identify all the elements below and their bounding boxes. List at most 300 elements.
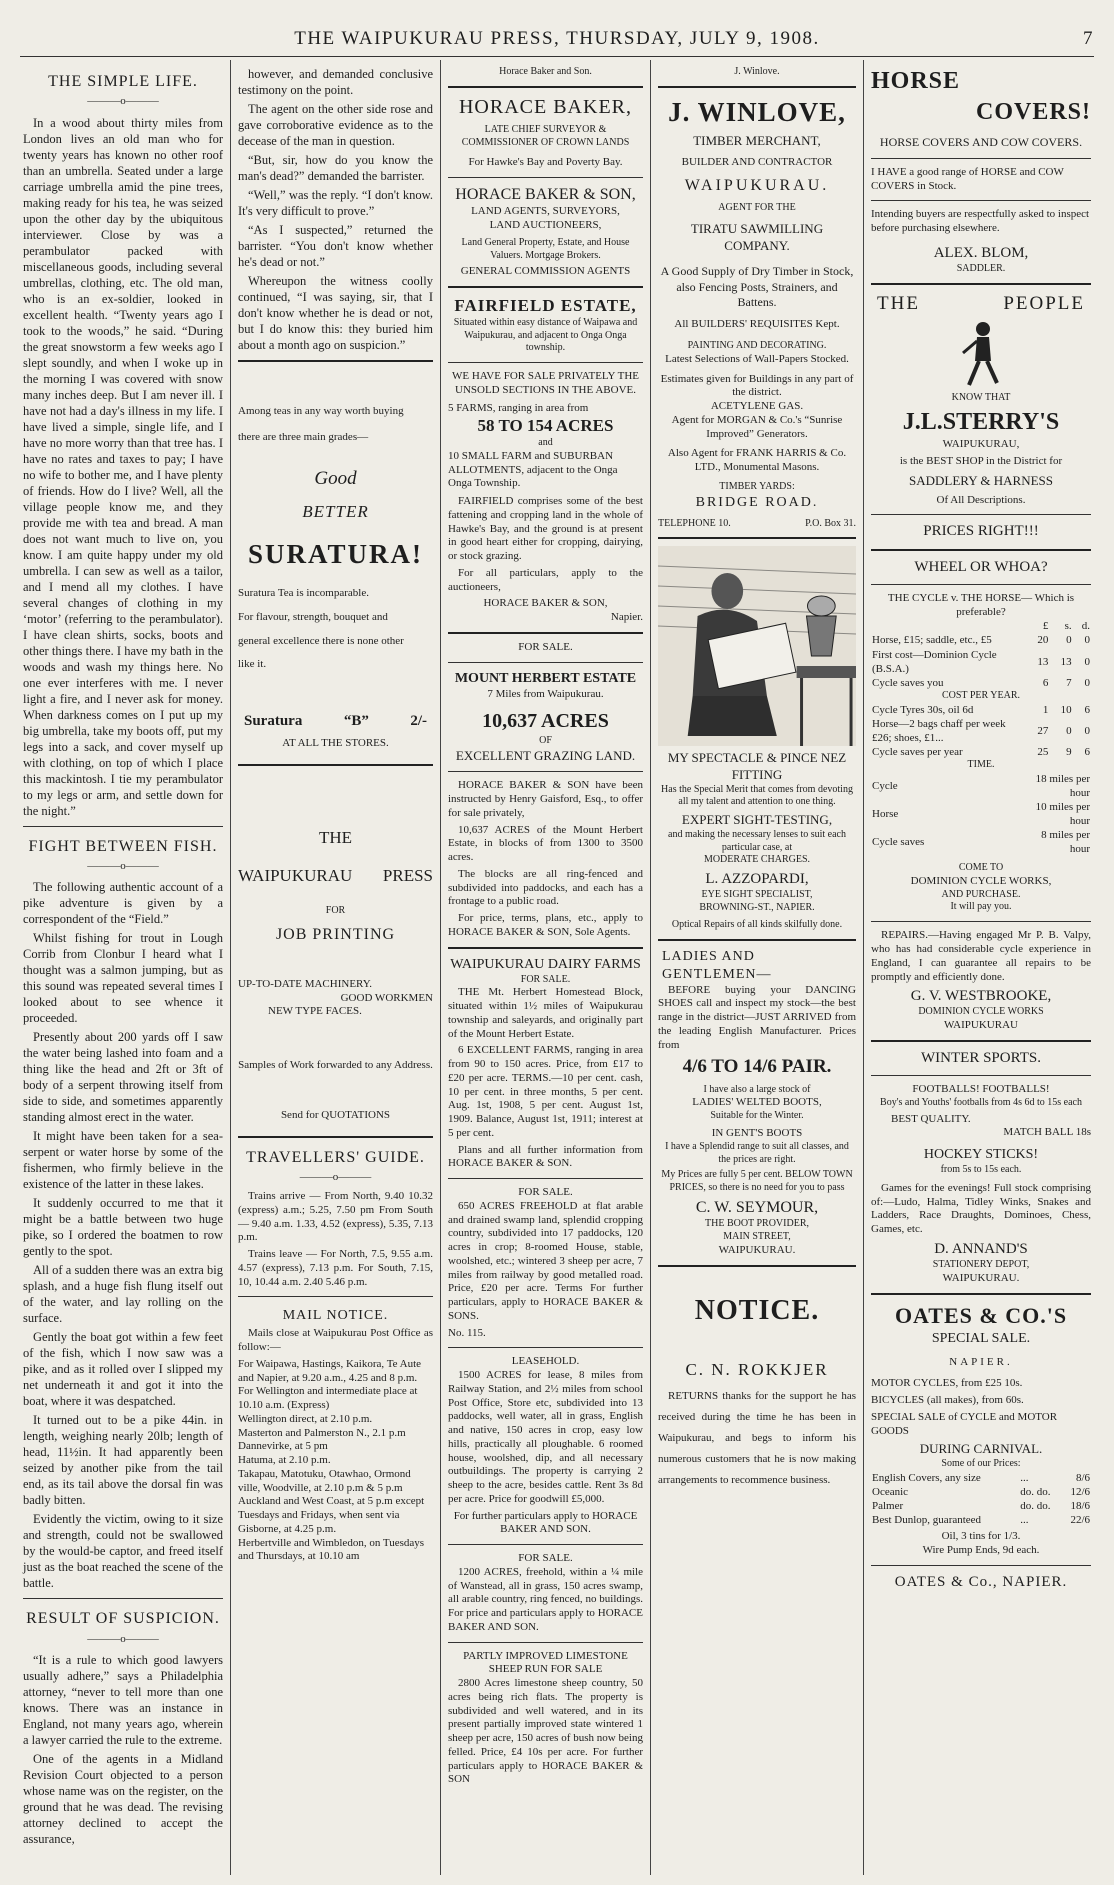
divider (448, 86, 643, 88)
table-cell: 18 miles per hour (1035, 772, 1090, 799)
mail-line: Auckland and West Coast, at 5 p.m except Tuesdays and Fridays, when sent via Gisborne, at 4.25 p.m. (238, 1495, 425, 1535)
divider (448, 286, 643, 288)
divider (871, 584, 1091, 585)
sale-2800-heading: PARTLY IMPROVED LIMESTONE SHEEP RUN FOR SALE (463, 1649, 628, 1676)
divider (871, 283, 1091, 285)
man-reading-illustration (658, 546, 856, 746)
table-cell: 13 (1060, 655, 1072, 668)
article-title-fight-between-fish: FIGHT BETWEEN FISH. (28, 837, 218, 855)
tea-brand: SURATURA! (247, 538, 423, 569)
column-4 (650, 60, 863, 1875)
fairfield-sub: Situated within easy distance of Waipawa and Waipukurau, and adjacent to Onga Onga township. (453, 316, 638, 354)
table-cell: 0 (1066, 634, 1072, 647)
tea-grade-better: BETTER (302, 501, 369, 521)
sterry-line: WAIPUKURAU, (942, 437, 1020, 450)
fairfield-by: HORACE BAKER & SON, (483, 597, 608, 610)
horse-covers-line: Intending buyers are respectfully asked to inspect before purchasing elsewhere. (871, 208, 1090, 235)
press-line: GOOD WORKMEN (340, 991, 433, 1004)
mail-line: Masterton and Palmerston N., 2.1 p.m (238, 1426, 406, 1439)
winter-line: HOCKEY STICKS! (923, 1147, 1039, 1163)
annand-name: D. ANNAND'S (934, 1240, 1028, 1257)
annand-line: STATIONERY DEPOT, (932, 1259, 1030, 1271)
table-row (871, 648, 1091, 676)
horace-baker-son-name: HORACE BAKER & SON, (455, 185, 636, 203)
table-cell: ... (1020, 1471, 1029, 1484)
fairfield-apply: For all particulars, apply to the auctioneers, (448, 566, 643, 593)
press-name-1: WAIPUKURAU (238, 865, 353, 885)
table-cell: First cost—Dominion Cycle (B.S.A.) (872, 648, 997, 675)
westbrooke-line: DOMINION CYCLE WORKS (918, 1006, 1044, 1018)
sale-2800: 2800 Acres limestone sheep country, 50 acres being rich flats. The property is subdivided and well watered, and in its present partially improved state wintered 1 sheep per acre, 150 acres of bush now being felled. Price, £4 10s per acre. For further particulars apply to HORACE BAKER & SON (448, 1677, 643, 1786)
seymour-line: MAIN STREET, (723, 1231, 791, 1243)
mail-line: For Wellington and intermediate place at 10.10 a.m. (Express) (238, 1385, 418, 1412)
table-row (871, 828, 1091, 856)
article-paragraph: Presently about 200 yards off I saw the water being lashed into foam and a thing like the head and 2ft or 3ft of body of a serpent throwing itself from side to side, and sometimes apparently standing almost erect in the water. (23, 1030, 223, 1125)
article-paragraph: Whereupon the witness coolly continued, “I was saying, sir, that I don't know whether he is dead or not, but I do know this: they buried him about a month ago on suspicion.” (238, 274, 433, 352)
table-cell: 0 (1084, 724, 1090, 737)
horse-covers-title-1: HORSE (871, 68, 961, 94)
article-paragraph: Gently the boat got within a few feet of the fish, which I now saw was a pike, and as it rolled over I slipped my net underneath it and got it into the boat, where it was despatched. (23, 1330, 223, 1409)
seymour-line: LADIES' WELTED BOOTS, (692, 1096, 822, 1109)
table-row (871, 1471, 1091, 1485)
suratura-ad (238, 369, 433, 757)
press-send: Send for QUOTATIONS (280, 1108, 391, 1121)
table-cell: 12/6 (1070, 1485, 1090, 1498)
azzopardi-line: EXPERT SIGHT-TESTING, (681, 812, 833, 828)
divider (238, 1136, 433, 1138)
horace-baker-title: LATE CHIEF SURVEYOR & COMMISSIONER OF CROWN LANDS (461, 124, 630, 149)
blom-name: ALEX. BLOM, (933, 244, 1029, 261)
table-cell: 0 (1084, 655, 1090, 668)
winlove-line: PAINTING AND DECORATING. (687, 340, 827, 352)
table-cell: Cycle saves (872, 836, 925, 848)
seymour-line: WAIPUKURAU. (718, 1244, 796, 1257)
tea-price: 2/- (410, 713, 427, 730)
winlove-line: BUILDER AND CONTRACTOR (681, 155, 833, 168)
oates-line: DURING CARNIVAL. (919, 1441, 1043, 1457)
mh-apply: For price, terms, plans, etc., apply to HORACE BAKER & SON, Sole Agents. (448, 912, 643, 938)
train-arrivals: Trains arrive — From North, 9.40 10.32 (express) a.m.; 5.25, 7.50 pm From South — 9.40 a.m. 1.33, 4.52 (express), 5.35, 7.13 p.m. (238, 1190, 433, 1244)
wheel-repairs: REPAIRS.—Having engaged Mr P. B. Valpy, who has had considerable cycle experience in England, I can guarantee all repairs to be promptly and efficiently done. (871, 929, 1091, 983)
table-row (871, 745, 1091, 759)
column-5 (863, 60, 1098, 1875)
table-row (871, 772, 1091, 800)
table-cell: do. do. (1020, 1485, 1051, 1498)
winter-sports-title: WINTER SPORTS. (921, 1050, 1041, 1066)
winlove-line: All BUILDERS' REQUISITES Kept. (674, 318, 840, 331)
westbrooke-line: WAIPUKURAU (944, 1019, 1018, 1032)
table-subheader-row (871, 690, 1091, 703)
divider (871, 1565, 1091, 1566)
sale-1200-heading: FOR SALE. (518, 1552, 573, 1565)
article-paragraph: One of the agents in a Midland Revision Court objected to a person whose name was on the register, on the ground that he was dead. The revising attorney declined to accept the assurance, (23, 1751, 223, 1846)
winlove-line: Agent for MORGAN & Co.'s “Sunrise Improved” Generators. (671, 413, 843, 440)
sterry-line: Of All Descriptions. (936, 493, 1026, 506)
fairfield-para: FAIRFIELD comprises some of the best fattening and cropping land in the whole of Hawke's Bay, and the ground is at present in good heart either for cropping, dairying, or stock grazing. (448, 495, 643, 563)
table-row (871, 633, 1091, 647)
dairy-forsale: FOR SALE. (520, 973, 571, 985)
table-cell: 27 (1037, 724, 1049, 737)
table-header-cell: s. (1064, 620, 1072, 633)
seymour-prices: 4/6 TO 14/6 PAIR. (682, 1056, 832, 1078)
fairfield-sale: WE HAVE FOR SALE PRIVATELY THE UNSOLD SECTIONS IN THE ABOVE. (451, 370, 640, 396)
table-cell: 13 (1037, 655, 1049, 668)
oates-sub: SPECIAL SALE. (931, 1330, 1031, 1346)
seymour-name: C. W. SEYMOUR, (695, 1198, 819, 1216)
tea-grade-good: Good (314, 467, 357, 489)
oates-line: Oil, 3 tins for 1/3. (941, 1530, 1021, 1543)
fairfield-range: 58 TO 154 ACRES (477, 416, 614, 436)
notice-title: NOTICE. (694, 1294, 820, 1326)
wheel-or-whoa-title: WHEEL OR WHOA? (914, 558, 1048, 575)
azzopardi-line: MODERATE CHARGES. (703, 854, 811, 866)
table-row (871, 1499, 1091, 1513)
article-paragraph: “As I suspected,” returned the barrister. “You don't know whether he's dead or not.” (238, 223, 433, 269)
divider (238, 1296, 433, 1297)
tea-intro-2: there are three main grades— (238, 430, 369, 443)
table-row (871, 1513, 1091, 1527)
divider (448, 362, 643, 363)
mail-intro: Mails close at Waipukurau Post Office as follow:— (238, 1327, 433, 1354)
seymour-line: I have also a large stock of (703, 1083, 811, 1095)
fairfield-farms: 5 FARMS, ranging in area from (448, 401, 589, 414)
article-paragraph: “It is a rule to which good lawyers usually adhere,” says a Philadelphia attorney, “never to tell more than one knows. There was an instance in England, not many years ago, wherein a lawyer carried the rule to the extreme. (23, 1652, 223, 1747)
tea-line: like it. (238, 658, 267, 671)
table-cell: Horse, £15; saddle, etc., £5 (872, 634, 992, 647)
table-header-cell: d. (1081, 620, 1090, 633)
seymour-line: I have a Splendid range to suit all classes, and the prices are right. (665, 1140, 849, 1165)
table-cell: Cycle saves you (872, 676, 944, 689)
fairfield-title: FAIRFIELD ESTATE, (454, 296, 637, 316)
table-cell: 9 (1066, 745, 1072, 758)
article-paragraph: It turned out to be a pike 44in. in length, weighing nearly 20lb; length of head, 11½in. It had apparently been seized by another pike from the tail end, as its tail above the dorsal fin was badly bitten. (23, 1413, 223, 1508)
westbrooke-name: G. V. WESTBROOKE, (910, 988, 1052, 1005)
mail-line: Takapau, Matotuku, Otawhao, Ormond ville, Woodville, at 2.10 p.m & 5 p.m (238, 1467, 411, 1494)
masthead-title: THE WAIPUKURAU PRESS, THURSDAY, JULY 9, 1908. (294, 28, 820, 49)
winlove-line: A Good Supply of Dry Timber in Stock, also Fencing Posts, Strainers, and Battens. (660, 264, 854, 309)
winlove-line: BRIDGE ROAD. (695, 494, 819, 510)
mail-line: Wellington direct, at 2.10 p.m. (238, 1412, 373, 1425)
table-cell: do. do. (1020, 1500, 1051, 1513)
sterry-name: J.L.STERRY'S (902, 408, 1060, 435)
article-paragraph: The following authentic account of a pike adventure is given by a correspondent of the “Field.” (23, 880, 223, 927)
tea-price-row (238, 712, 433, 731)
article-paragraph: The agent on the other side rose and gave corroborative evidence as to the decease of the man in question. (238, 102, 433, 148)
man-reading-icon (658, 546, 856, 746)
winlove-line: Estimates given for Buildings in any part of the district. (660, 372, 854, 399)
column-tag: Horace Baker and Son. (499, 66, 592, 77)
lease-1500: 1500 ACRES for lease, 8 miles from Railway Station, and 2½ miles from school Post Office, Store etc, subdivided into 13 paddocks, well water, all in grass, English and native, 150 acres in crop, easy low hills, practically all ploughable. 6 roomed house, woolshed, dip, and all necessary outbuildings. The property is carrying 2 sheep to the acre, besides cattle. Rent 3s 8d per acre. Price for goodwill £5,000. (448, 1369, 643, 1505)
article-paragraph: It might have been taken for a sea-serpent or water horse by some of the fishermen, who firmly believe in the existence of the latter in these lakes. (23, 1129, 223, 1192)
dairy-apply: Plans and all further information from HORACE BAKER & SON. (448, 1143, 643, 1170)
table-cell: Best Dunlop, guaranteed (872, 1514, 982, 1527)
tea-line: Suratura Tea is incomparable. (238, 587, 369, 600)
divider (871, 1040, 1091, 1042)
ornament: ———o——— (87, 860, 159, 873)
divider (448, 177, 643, 178)
sterry-the: THE (877, 292, 920, 314)
table-row (871, 703, 1091, 717)
dairy-para: THE Mt. Herbert Homestead Block, situated within 1½ miles of Waipukurau township and saleyards, and originally part of the Mount Herbert Estate. (448, 986, 643, 1040)
winter-line: Games for the evenings! Full stock comprising of:—Ludo, Halma, Tidley Winks, Snakes and Ladders, Race Draughts, Dominoes, Chess, Games, etc. (871, 1181, 1091, 1236)
table-cell: 1 (1042, 703, 1049, 716)
oates-title: OATES & CO.'S (894, 1302, 1068, 1328)
table-cell: Cycle Tyres 30s, oil 6d (872, 703, 974, 716)
divider (871, 921, 1091, 922)
table-row (871, 1485, 1091, 1499)
table-row (871, 717, 1091, 745)
oates-line: BICYCLES (all makes), from 60s. (871, 1394, 1024, 1407)
cycle-cost-table (871, 619, 1091, 856)
mh-forsale: FOR SALE. (518, 640, 573, 653)
mail-line: Herbertville and Wimbledon, on Tuesdays and Thursdays, at 10.10 am (238, 1536, 425, 1563)
winlove-line: TIRATU SAWMILLING COMPANY. (690, 220, 824, 253)
seymour-line: My Prices are fully 5 per cent. BELOW TOWN PRICES, so there is no need for you to pass (661, 1169, 853, 1194)
divider (448, 1544, 643, 1545)
table-cell: ... (1020, 1514, 1029, 1527)
winter-line: BEST QUALITY. (891, 1112, 971, 1125)
walking-man-illustration (871, 319, 1091, 389)
table-cell: English Covers, any size (872, 1471, 981, 1484)
ornament: ———o——— (87, 1632, 159, 1645)
table-cell: 6 (1084, 703, 1090, 716)
sale-650-no: No. 115. (448, 1326, 486, 1339)
winlove-line: ACETYLENE GAS. (710, 400, 804, 413)
winlove-line: Also Agent for FRANK HARRIS & Co. LTD., Monumental Masons. (667, 447, 847, 474)
divider (448, 662, 643, 663)
winter-line: FOOTBALLS! FOOTBALLS! (912, 1083, 1050, 1096)
press-job-printing: JOB PRINTING (275, 926, 396, 944)
winter-line: Boy's and Youths' footballs from 4s 6d to 15s each (880, 1096, 1082, 1108)
azzopardi-headline: MY SPECTACLE & PINCE NEZ FITTING (667, 750, 847, 782)
table-cell: 6 (1042, 676, 1049, 689)
tea-stores: AT ALL THE STORES. (282, 737, 389, 750)
divider (871, 1075, 1091, 1076)
horace-baker-region: For Hawke's Bay and Poverty Bay. (468, 155, 623, 168)
winlove-line: AGENT FOR THE (718, 202, 796, 214)
mh-para: The blocks are all ring-fenced and subdivided into paddocks, and each has a frontage to a public road. (448, 867, 643, 908)
divider (448, 947, 643, 949)
fairfield-napier: Napier. (610, 611, 643, 624)
divider (238, 360, 433, 362)
seymour-title-1: LADIES AND (662, 948, 755, 964)
sterry-line: SADDLERY & HARNESS (909, 473, 1053, 489)
winter-line: MATCH BALL 18s (1003, 1126, 1091, 1139)
azzopardi-line: Has the Special Merit that comes from devoting all my talent and attention to one thing. (661, 783, 853, 808)
travellers-guide-title: TRAVELLERS' GUIDE. (246, 1148, 425, 1166)
press-for: FOR (325, 904, 346, 916)
mh-miles: 7 Miles from Waipukurau. (487, 687, 604, 700)
fairfield-small: 10 SMALL FARM and SUBURBAN ALLOTMENTS, adjacent to the Onga Onga Township. (448, 449, 618, 490)
seymour-line: THE BOOT PROVIDER, (705, 1218, 809, 1230)
table-cell: 22/6 (1070, 1514, 1090, 1527)
divider (448, 771, 643, 772)
mh-land: EXCELLENT GRAZING LAND. (455, 747, 636, 763)
oates-line: SPECIAL SALE of CYCLE and MOTOR GOODS (871, 1410, 1058, 1437)
mail-notice-title: MAIL NOTICE. (282, 1308, 389, 1324)
article-paragraph: Whilst fishing for trout in Lough Corrib from Clonbur I heard what I thought was a salmon jumping, but as this sound was repeated several times I looked about to see whence it proceeded. (23, 931, 223, 1026)
table-row (871, 800, 1091, 828)
hbs-line: LAND AGENTS, SURVEYORS, (471, 205, 620, 218)
walking-man-icon (951, 319, 1011, 389)
horse-covers-line: I HAVE a good range of HORSE and COW COVERS in Stock. (871, 165, 1064, 192)
mh-of: OF (539, 734, 552, 746)
tea-line: For flavour, strength, bouquet and (238, 610, 388, 623)
mh-para: HORACE BAKER & SON have been instructed by Henry Gaisford, Esq., to offer for sale privately, (448, 779, 643, 819)
seymour-line: Suitable for the Winter. (710, 1110, 804, 1122)
azzopardi-line: BROWNING-ST., NAPIER. (699, 902, 815, 914)
horse-covers-line: HORSE COVERS AND COW COVERS. (879, 135, 1083, 150)
tea-intro-1: Among teas in any way worth buying (238, 405, 404, 417)
table-cell: 8/6 (1075, 1471, 1090, 1484)
hbs-line: LAND AUCTIONEERS, (489, 218, 602, 231)
article-title-simple-life: THE SIMPLE LIFE. (48, 73, 198, 90)
azzopardi-line: and making the necessary lenses to suit each particular case, at (668, 828, 846, 853)
press-name-row (238, 865, 433, 887)
press-ad (238, 773, 433, 1129)
divider (871, 200, 1091, 201)
article-paragraph: It suddenly occurred to me that it might be a battle between two huge pike, so I ordered the boatmen to row gently to the spot. (23, 1196, 223, 1259)
table-cell: 0 (1084, 634, 1090, 647)
mail-line: Hatuma, at 2.10 p.m. (238, 1454, 331, 1467)
wheel-works: DOMINION CYCLE WORKS, (910, 874, 1052, 887)
winlove-line: TIMBER MERCHANT, (693, 133, 821, 149)
winlove-contact-row (658, 518, 856, 531)
sale-650-heading: FOR SALE. (518, 1186, 573, 1199)
azzopardi-line: Optical Repairs of all kinds skilfully done. (671, 919, 843, 930)
table-cell: 20 (1037, 634, 1049, 647)
table-cell: 0 (1066, 724, 1072, 737)
table-cell: 10 (1060, 703, 1072, 716)
oates-price-table (871, 1471, 1091, 1527)
winlove-name: J. WINLOVE, (668, 96, 846, 127)
article-paragraph: “But, sir, how do you know the man's dead?” demanded the barrister. (238, 153, 433, 183)
table-row (871, 676, 1091, 690)
divider (871, 514, 1091, 515)
masthead (20, 22, 1094, 57)
divider (658, 1265, 856, 1267)
oates-napier: NAPIER. (949, 1355, 1013, 1368)
seymour-title-2: GENTLEMEN— (662, 966, 772, 982)
table-cell: Cycle saves per year (872, 745, 963, 758)
table-subheader: TIME. (967, 758, 995, 770)
seymour-line: IN GENT'S BOOTS (711, 1127, 803, 1140)
winlove-telephone: TELEPHONE 10. (658, 517, 731, 529)
divider (448, 1347, 643, 1348)
press-the: THE (318, 828, 353, 848)
table-subheader: COST PER YEAR. (941, 689, 1021, 701)
divider (448, 1178, 643, 1179)
tea-price-grade: “B” (343, 713, 369, 730)
train-departures: Trains leave — For North, 7.5, 9.55 a.m. 4.57 (express), 7.13 p.m. For South, 7.15, 10, 10.44 a.m. 2.40 5.46 p.m. (238, 1248, 433, 1288)
oates-footer: OATES & Co., NAPIER. (894, 1573, 1068, 1590)
winlove-line: WAIPUKURAU. (684, 176, 830, 194)
table-cell: 7 (1066, 676, 1072, 689)
rokkjer-name: C. N. ROKKJER (685, 1359, 829, 1379)
table-header-cell: £ (1042, 620, 1049, 633)
divider (658, 939, 856, 941)
press-line: UP-TO-DATE MACHINERY. (238, 977, 373, 990)
horace-baker-name: HORACE BAKER, (458, 95, 632, 118)
column-1 (16, 60, 230, 1875)
ornament: ———o——— (299, 1171, 372, 1184)
winlove-line: Latest Selections of Wall-Papers Stocked. (665, 352, 849, 365)
article-paragraph: In a wood about thirty miles from London lives an old man who for twenty years has known no other roof than an umbrella. Seated under a large carriage umbrella amid the pine trees, making ready for his tea, he was seized upon the other day by the ubiquitous interviewer. Close by was a perambulator packed with miscellaneous goods, including several umbrellas, clothing, etc. The old man, who is an ex-soldier, looked in excellent health. “Twenty years ago I took to the woods,” he said. “During the great snowstorm a few weeks ago I slept soundly, and when I woke up in the morning I was covered with snow many inches deep. But I am never ill. I have not had a day's illness in my life. I have lived a simple, single life, and I have no more worry than that tree has. I have no rates and taxes to pay; I have no wife to bother me, and I have plenty of friends. How do I live? Well, all the village people know me, and they provide me with tea and bread. A man does not want much to live on, you know. I am quite happy under my old umbrella. I can sew as well as a tailor, and I mend all my clothes. I have several changes of clothing in my ‘motor’ (referring to the perambulator). I have clean shirts, socks, boots and other things there. I have my bath in the woods and wash my things here. No one ever interferes with me. I never light a fire, and I never ask for money. When darkness comes on I put up my big umbrella, take my boots off, put my legs into a sack, and cover myself up with clothing, on top of which I place this mackintosh. I tie my perambulator to my legs or arm, and settle down for the night.” (23, 115, 223, 818)
sterry-people: PEOPLE (1003, 292, 1085, 314)
winter-line: from 5s to 15s each. (940, 1164, 1022, 1176)
table-header-row (871, 619, 1091, 633)
oates-line: Some of our Prices: (941, 1458, 1021, 1470)
annand-line: WAIPUKURAU. (942, 1271, 1020, 1284)
wheel-purchase: AND PURCHASE. (941, 888, 1021, 900)
table-cell: 0 (1084, 676, 1090, 689)
hbs-line: GENERAL COMMISSION AGENTS (460, 265, 631, 278)
tea-line: general excellence there is none other (238, 634, 404, 647)
seymour-para: BEFORE buying your DANCING SHOES call and inspect my stock—the best range in the district—JUST ARRIVED from the leading English Manufacturer. Prices from (658, 983, 856, 1051)
ornament: ———o——— (87, 95, 159, 108)
divider (448, 1642, 643, 1643)
wheel-pay: It will pay you. (950, 901, 1012, 913)
fairfield-and: and (538, 437, 553, 449)
article-title-result-of-suspicion: RESULT OF SUSPICION. (26, 1610, 220, 1628)
divider (871, 158, 1091, 159)
press-samples: Samples of Work forwarded to any Address. (238, 1059, 433, 1072)
table-cell: Cycle (872, 779, 898, 792)
sale-650: 650 ACRES FREEHOLD at flat arable and drained swamp land, splendid cropping country, subdivided into 17 paddocks, 120 acres in crop; 8-roomed House, stable, woolshed, etc.; wintered 3 sheep per acre, 7 miles from railway by good metalled road. Price, £20 per acre. Terms For further particulars, apply to HORACE BAKER & SONS. (448, 1199, 643, 1322)
sterry-title-row (871, 292, 1091, 316)
blom-trade: SADDLER. (956, 262, 1006, 274)
wheel-come: COME TO (958, 862, 1004, 874)
table-cell: 25 (1037, 745, 1049, 758)
divider (23, 826, 223, 827)
azzopardi-line: EYE SIGHT SPECIALIST, (701, 889, 813, 901)
divider (658, 86, 856, 88)
press-line: NEW TYPE FACES. (268, 1005, 362, 1018)
rokkjer-text: RETURNS thanks for the support he has received during the time he has been in Waipukurau, and begs to inform his numerous customers that he is now making arrangements to recommence business. (658, 1390, 856, 1486)
divider (871, 1293, 1091, 1295)
table-cell: Horse (872, 807, 899, 820)
divider (871, 549, 1091, 551)
horse-covers-title-2: COVERS! (975, 98, 1091, 125)
article-paragraph: however, and demanded conclusive testimony on the point. (238, 67, 433, 97)
dairy-farms-title: WAIPUKURAU DAIRY FARMS (450, 956, 641, 972)
article-paragraph: Evidently the victim, owing to it size and strength, could not be swallowed by the would-be captor, and freed itself just as the boat reached the scene of the battle. (23, 1512, 223, 1591)
table-cell: 18/6 (1070, 1500, 1090, 1513)
wheel-sub: THE CYCLE v. THE HORSE— Which is preferable? (887, 591, 1075, 618)
table-cell: 6 (1084, 745, 1090, 758)
dairy-farms: 6 EXCELLENT FARMS, ranging in area from 90 to 150 acres. Price, from £17 to £20 per acre. TERMS.—10 per cent. cash, 10 per cent. in three months, 5 per cent. Aug. 1st, 1908, 5 per cent. August 1st, 1909. Balance, August 1st, 1911; interest at 5 per cent. (448, 1044, 643, 1139)
table-cell: 8 miles per hour (1041, 828, 1090, 856)
press-name-2: PRESS (382, 865, 433, 885)
winlove-box: P.O. Box 31. (805, 517, 856, 529)
table-cell: 10 miles per hour (1035, 800, 1090, 827)
sterry-line: is the BEST SHOP in the District for (899, 455, 1063, 468)
article-paragraph: “Well,” was the reply. “I don't know. It's very difficult to prove.” (238, 188, 433, 218)
table-cell: Palmer (872, 1500, 904, 1513)
divider (238, 764, 433, 766)
mh-para: 10,637 ACRES of the Mount Herbert Estate, in blocks of from 1300 to 3500 acres. (448, 823, 643, 864)
page-number: 7 (1083, 28, 1094, 49)
lease-heading: LEASEHOLD. (511, 1355, 580, 1368)
table-subheader-row (871, 759, 1091, 772)
table-cell: Horse—2 bags chaff per week £26; shoes, £1... (872, 717, 1006, 744)
columns (16, 60, 1098, 1875)
column-tag: J. Winlove. (734, 66, 780, 77)
oates-line: MOTOR CYCLES, from £25 10s. (871, 1377, 1023, 1390)
article-paragraph: All of a sudden there was an extra big splash, and a huge fish flung itself out of the water, and lay rolling on the surface. (23, 1263, 223, 1326)
table-cell: Oceanic (872, 1485, 909, 1498)
divider (23, 1598, 223, 1599)
